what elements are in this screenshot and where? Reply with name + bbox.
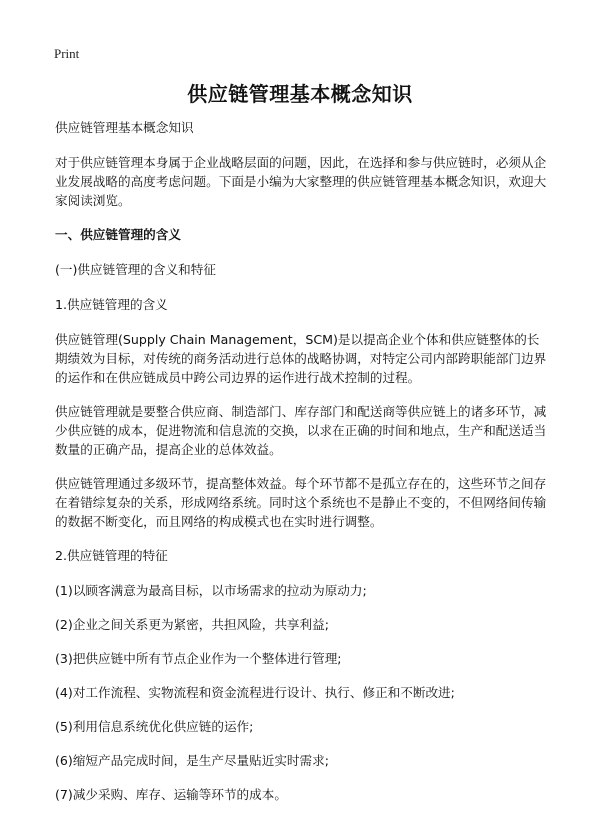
- article-subtitle: 供应链管理基本概念知识: [55, 120, 194, 135]
- page-title: 供应链管理基本概念知识: [187, 82, 413, 106]
- feature-item: (3)把供应链中所有节点企业作为一个整体进行管理;: [55, 651, 342, 666]
- feature-item: (5)利用信息系统优化供应链的运作;: [55, 719, 254, 734]
- print-label: Print: [54, 46, 80, 61]
- integration-paragraph: 供应链管理就是要整合供应商、制造部门、库存部门和配送商等供应链上的诸多环节，减少供应链的成本，促进物流和信息流的交换，以求在正确的时间和地点，生产和配送适当数量的正确产品，提高企业的总体效益。: [55, 404, 547, 457]
- feature-item: (6)缩短产品完成时间，是生产尽量贴近实时需求;: [55, 753, 329, 768]
- feature-item: (7)减少采购、库存、运输等环节的成本。: [55, 787, 287, 802]
- definition-paragraph: 供应链管理(Supply Chain Management，SCM)是以提高企业个体和供应链整体的长期绩效为目标，对传统的商务活动进行总体的战略协调，对特定公司内部跨职能部门边界的运作和在供应链成员中跨公司边界的运作进行战术控制的过程。: [55, 332, 547, 385]
- subsection-heading: (一)供应链管理的含义和特征: [55, 262, 216, 277]
- article-body: [55, 118, 548, 819]
- feature-item: (1)以顾客满意为最高目标，以市场需求的拉动为原动力;: [55, 583, 367, 598]
- network-paragraph: 供应链管理通过多级环节，提高整体效益。每个环节都不是孤立存在的，这些环节之间存在着错综复杂的关系，形成网络系统。同时这个系统也不是静止不变的，不但网络间传输的数据不断变化，而且网络的构成模式也在实时进行调整。: [55, 476, 547, 529]
- point-heading-features: 2.供应链管理的特征: [55, 548, 168, 563]
- feature-item: (2)企业之间关系更为紧密，共担风险，共享利益;: [55, 617, 329, 632]
- intro-paragraph: 对于供应链管理本身属于企业战略层面的问题，因此，在选择和参与供应链时，必须从企业发展战略的高度考虑问题。下面是小编为大家整理的供应链管理基本概念知识，欢迎大家阅读浏览。: [55, 155, 547, 208]
- point-heading-definition: 1.供应链管理的含义: [55, 297, 168, 312]
- feature-item: (4)对工作流程、实物流程和资金流程进行设计、执行、修正和不断改进;: [55, 685, 455, 700]
- section-heading: 一、供应链管理的含义: [55, 227, 181, 242]
